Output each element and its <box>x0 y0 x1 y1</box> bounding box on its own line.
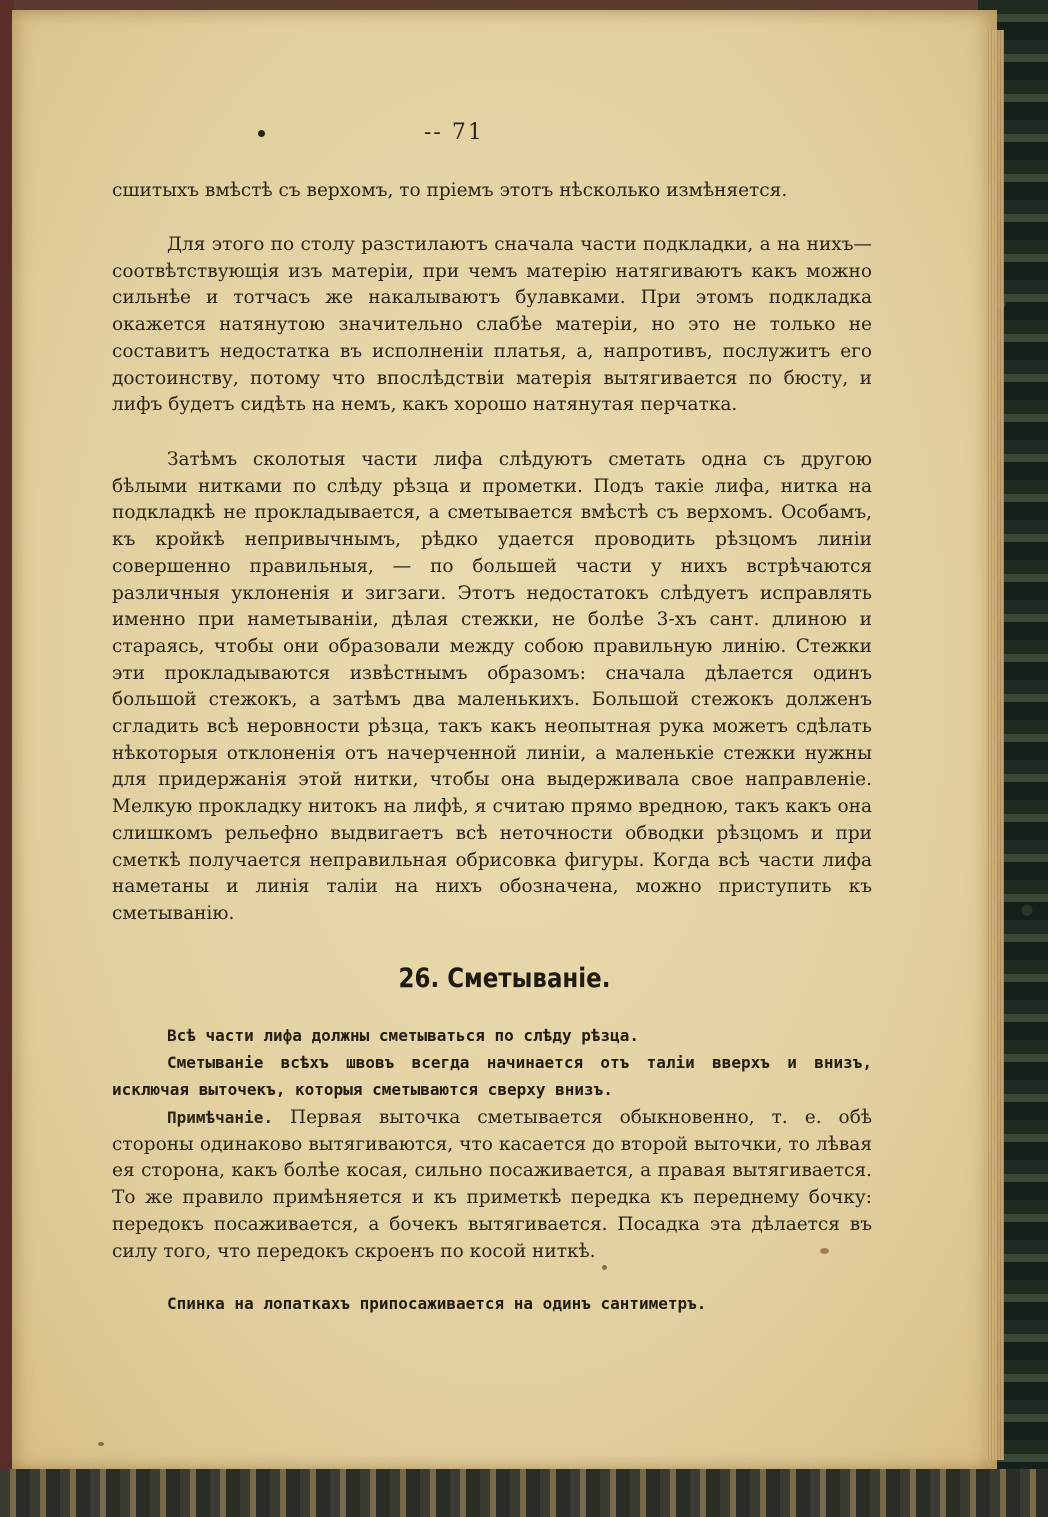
note-paragraph <box>112 1105 872 1265</box>
page-edges <box>986 30 1004 1460</box>
page-header <box>12 122 997 152</box>
rule-line: Сметываніе всѣхъ швовъ всегда начинается отъ таліи вверхъ и внизъ, исключая выточекъ, которыя сметываются сверху внизъ. <box>112 1053 872 1099</box>
paragraph: Затѣмъ сколотыя части лифа слѣдуютъ сметать одна съ другою бѣлыми нитками по слѣду рѣзца и прометки. Подъ такіе лифа, нитка на подкладкѣ не прокладывается, а сметывается вмѣстѣ съ верхомъ. Особамъ, къ кройкѣ непривычнымъ, рѣдко удается проводить рѣзцомъ линіи совершенно правильныя, — по большей части у нихъ встрѣчаются различныя уклоненія и зигзаги. Этотъ недостатокъ слѣдуетъ исправлять именно при наметываніи, дѣлая стежки, не болѣе 3-хъ сант. длиною и стараясь, чтобы они образовали между собою правильную линію. Стежки эти прокладываются извѣстнымъ образомъ: сначала дѣлается одинъ большой стежокъ, а затѣмъ два маленькихъ. Большой стежокъ долженъ сгладить всѣ неровности рѣзца, такъ какъ неопытная рука можетъ сдѣлать нѣкоторыя отклоненія отъ начерченной линіи, а маленькіе стежки нужны для придержанія этой нитки, чтобы она выдерживала свое направленіе. Мелкую прокладку нитокъ на лифѣ, я считаю прямо вредною, такъ какъ она слишкомъ рельефно выдвигаетъ всѣ неточности обводки рѣзцомъ и при сметкѣ получается неправильная обрисовка фигуры. Когда всѣ части лифа наметаны и линія таліи на нихъ обозначена, можно приступить къ сметыванію. <box>112 449 872 924</box>
ornament-dot-icon <box>258 130 265 137</box>
paragraph: Для этого по столу разстилаютъ сначала части подкладки, а на нихъ—соотвѣтствующія изъ матеріи, при чемъ матерію натягиваютъ какъ можно сильнѣе и тотчасъ же накалываютъ булавками. При этомъ подкладка окажется натянутою значительно слабѣе матеріи, но это не только не составитъ недостатка въ исполненіи платья, а, напротивъ, послужитъ его достоинству, потому что впослѣдствіи матерія вытягивается по бюсту, и лифъ будетъ сидѣть на немъ, какъ хорошо натянутая перчатка. <box>112 234 872 416</box>
page-number: -- 71 <box>424 120 484 145</box>
section-heading: 26. Сметываніе. <box>398 963 611 994</box>
paper-speck <box>602 1265 607 1270</box>
note-text: Первая выточка сметывается обыкновенно, т. е. обѣ стороны одинаково вытягиваются, что касается до второй выточки, то лѣвая ея сторона, какъ болѣе косая, сильно посаживается, а правая вытягивается. То же правило примѣняется и къ приметкѣ передка къ переднему бочку: передокъ посаживается, а бочекъ вытягивается. Посадка эта дѣлается въ силу того, что передокъ скроенъ по косой ниткѣ. <box>112 1107 872 1262</box>
paragraph: сшитыхъ вмѣстѣ съ верхомъ, то пріемъ этотъ нѣсколько измѣняется. <box>112 180 788 201</box>
note-label: Примѣчаніе. <box>167 1108 273 1127</box>
paper-speck <box>820 1248 829 1254</box>
paper-speck <box>98 1442 104 1446</box>
book-page <box>12 10 997 1470</box>
rule-line: Спинка на лопаткахъ припосаживается на одинъ сантиметръ. <box>167 1294 707 1313</box>
book-cover-bottom-edge <box>0 1469 1048 1517</box>
rule-line: Всѣ части лифа должны сметываться по слѣду рѣзца. <box>167 1026 640 1045</box>
